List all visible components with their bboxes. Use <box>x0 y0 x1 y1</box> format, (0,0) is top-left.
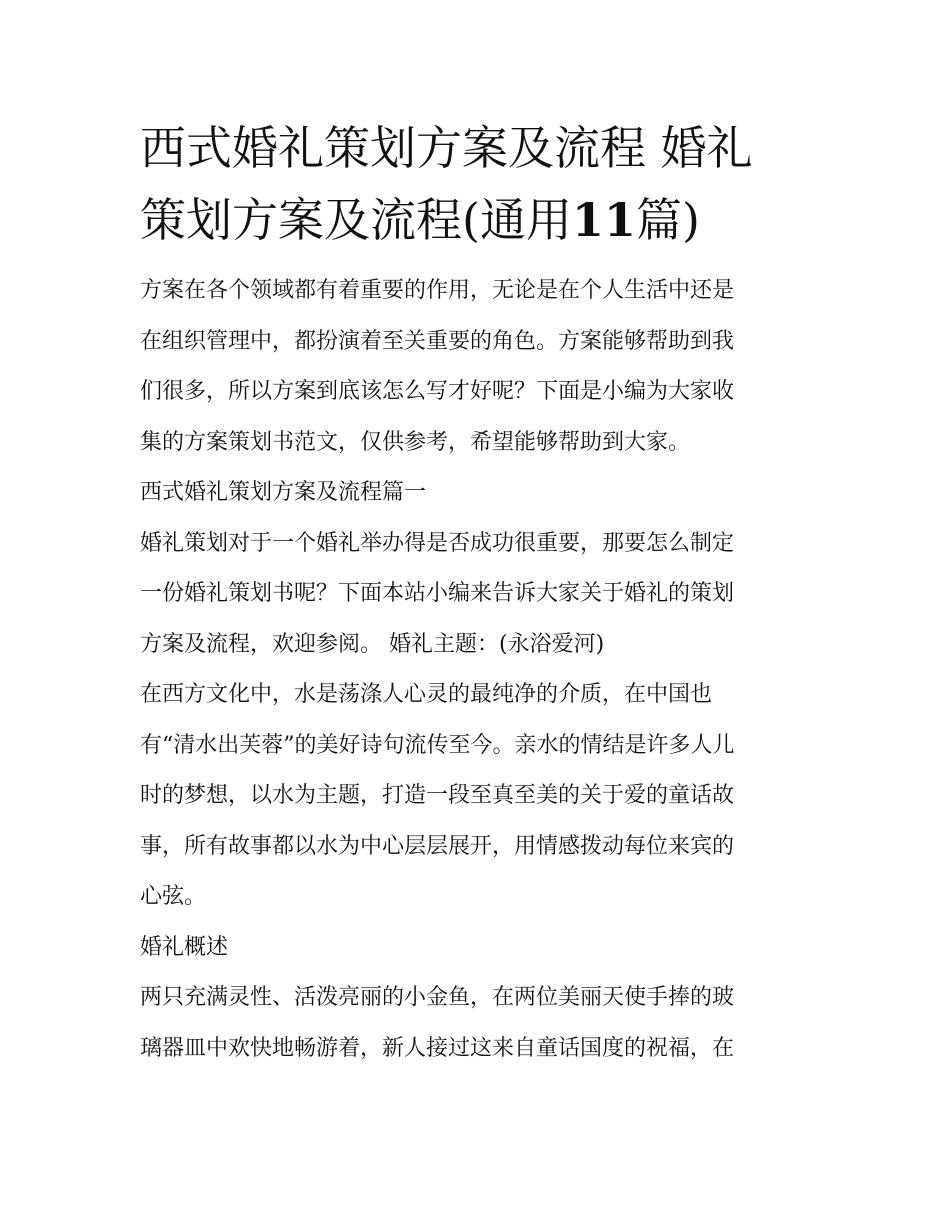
overview-paragraph <box>140 973 820 1074</box>
paragraph-line: 婚礼策划对于一个婚礼举办得是否成功很重要，那要怎么制定 <box>140 530 735 556</box>
paragraph-line: 一份婚礼策划书呢？下面本站小编来告诉大家关于婚礼的策划 <box>140 581 735 606</box>
paragraph-line: 集的方案策划书范文，仅供参考，希望能够帮助到大家。 <box>140 429 691 455</box>
section-heading-text: 西式婚礼策划方案及流程篇一 <box>140 480 427 505</box>
title-line-2-text: 策划方案及流程(通用 <box>140 193 572 247</box>
paragraph-line: 两只充满灵性、活泼亮丽的小金鱼，在两位美丽天使手捧的玻 <box>140 985 735 1010</box>
section-heading-part-one <box>140 468 820 519</box>
paragraph-line: 在西方文化中，水是荡涤人心灵的最纯净的介质，在中国也 <box>140 682 713 707</box>
paragraph-line: 们很多，所以方案到底该怎么写才好呢？下面是小编为大家收 <box>140 379 735 404</box>
planning-paragraph <box>140 519 820 671</box>
title-line-2-suffix: 篇) <box>635 193 700 247</box>
section-heading-text: 婚礼概述 <box>140 934 229 960</box>
paragraph-line: 心弦。 <box>140 884 207 909</box>
paragraph-line: 方案在各个领域都有着重要的作用，无论是在个人生活中还是 <box>140 278 735 303</box>
title-line-1: 西式婚礼策划方案及流程 婚礼 <box>140 121 753 175</box>
title-line-2 <box>140 184 820 256</box>
title-count: 11 <box>571 193 636 247</box>
paragraph-line: 有“清水出芙蓉”的美好诗句流传至今。亲水的情结是许多人儿 <box>140 732 735 758</box>
paragraph-line: 事，所有故事都以水为中心层层展开，用情感拨动每位来宾的 <box>140 833 735 859</box>
paragraph-line: 璃器皿中欢快地畅游着，新人接过这来自童话国度的祝福，在 <box>140 1035 735 1061</box>
paragraph-line: 时的梦想，以水为主题，打造一段至真至美的关于爱的童话故 <box>140 783 735 808</box>
section-heading-overview <box>140 923 820 974</box>
paragraph-line: 方案及流程，欢迎参阅。 婚礼主题：(永浴爱河) <box>140 631 605 657</box>
document-title <box>140 112 820 256</box>
paragraph-line: 在组织管理中，都扮演着至关重要的角色。方案能够帮助到我 <box>140 328 735 354</box>
document-body <box>140 112 820 1074</box>
intro-paragraph <box>140 266 820 468</box>
theme-paragraph <box>140 670 820 923</box>
